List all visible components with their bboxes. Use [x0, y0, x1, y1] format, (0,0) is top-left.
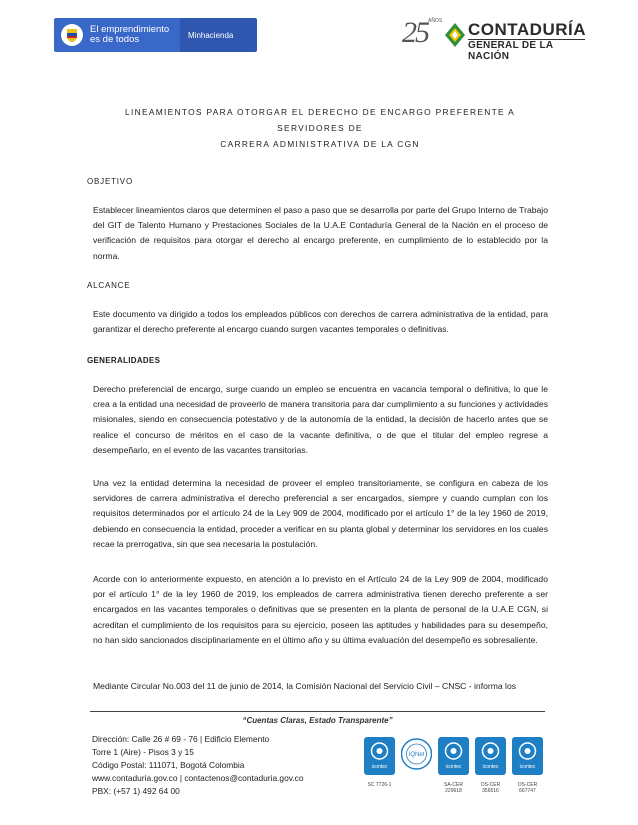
cert-label: icontec	[482, 764, 499, 770]
cgn-logo	[402, 14, 587, 64]
cgn-title: CONTADURÍA	[468, 20, 587, 39]
certification-badge	[364, 737, 395, 788]
certification-badge	[512, 737, 543, 794]
certification-badge	[438, 737, 469, 794]
certification-badge	[401, 737, 432, 782]
icontec-badge-icon	[364, 737, 395, 775]
cert-label: icontec	[371, 764, 388, 770]
title-line-1: LINEAMIENTOS PARA OTORGAR EL DERECHO DE ENCARGO PREFERENTE A SERVIDORES DE	[125, 107, 515, 133]
objetivo-paragraph: Establecer lineamientos claros que determinen el paso a paso que se desarrolla por parte del Grupo Interno de Trabajo del GIT de Talento Humano y Prestaciones Sociales de la U.A.E Contaduría General de la Nación en el proceso de verificación de requisitos para otorgar el derecho al encargo preferente, en cumplimiento de lo establecido por la norma.	[93, 205, 548, 261]
cgn-emblem-icon	[444, 22, 466, 48]
generalidades-heading: GENERALIDADES	[87, 356, 161, 365]
certification-badge	[475, 737, 506, 794]
title-line-2: CARRERA ADMINISTRATIVA DE LA CGN	[220, 139, 420, 149]
document-title	[95, 104, 545, 152]
footer-postal: Código Postal: 111071, Bogotá Colombia	[92, 760, 245, 770]
cert-label: icontec	[519, 764, 536, 770]
icontec-badge-icon	[512, 737, 543, 775]
icontec-badge-icon	[438, 737, 469, 775]
anniversary-caption: AÑOS	[428, 18, 443, 24]
gov-brand-text: El emprendimiento es de todos	[90, 24, 170, 45]
certifications	[364, 737, 544, 797]
generalidades-paragraph-4: Mediante Circular No.003 del 11 de junio de 2014, la Comisión Nacional del Servicio Civil – CNSC - informa los	[93, 681, 517, 691]
iqnet-badge-icon	[401, 737, 432, 775]
anniversary-number: 25	[402, 16, 428, 49]
generalidades-paragraph-1: Derecho preferencial de encargo, surge cuando un empleo se encuentra en vacancia temporal o definitiva, lo que le crea a la entidad una necesidad de proveerlo de manera transitoria para dar cumplimiento a su funciones y actividades misionales, siendo en consecuencia potestativo y de la autonomía de la entidad, la decisión de hacerlo antes que se realice el concurso de méritos en el caso de la vacante definitiva, o de que el titular del empleo regrese a desempeñarlo, en el evento de las vacantes transitorias.	[93, 384, 548, 455]
footer-tower: Torre 1 (Aire) - Pisos 3 y 15	[92, 747, 194, 757]
footer-divider	[90, 711, 545, 712]
cert-code: OS-CER 667747	[517, 782, 538, 794]
cert-label: icontec	[445, 764, 462, 770]
footer-contact: www.contaduria.gov.co | contactenos@contaduria.gov.co	[92, 773, 304, 783]
cert-code: OS-CER 356516	[480, 782, 501, 794]
generalidades-paragraph-3: Acorde con lo anteriormente expuesto, en atención a lo previsto en el Artículo 24 de la Ley 909 de 2004, modificado por el artículo 1° de la ley 1960 de 2019, los empleados de carrera administrativa tienen derecho preferente a ser encargados en las vacantes temporales o definitivas que se presenten en la planta de personal de la U.A.E CGN, si acreditan el cumplimiento de los requisitos para su ejercicio, poseen las aptitudes y habilidades para su desempeño, no han sido sancionados disciplinariamente en el último año y su última evaluación del desempeño es sobresaliente.	[93, 574, 548, 645]
footer-slogan: “Cuentas Claras, Estado Transparente”	[242, 716, 393, 725]
alcance-heading: ALCANCE	[87, 281, 131, 290]
cert-label: IQNet	[408, 752, 425, 758]
cgn-subtitle: GENERAL DE LA NACIÓN	[468, 40, 554, 62]
ministry-label: Minhacienda	[180, 18, 257, 52]
cert-code: SC 7726-1	[367, 782, 392, 788]
objetivo-heading: OBJETIVO	[87, 177, 133, 186]
alcance-paragraph: Este documento va dirigido a todos los empleados públicos con derechos de carrera administrativa de la entidad, para garantizar el derecho preferente al encargo cuando surgen vacantes temporales o definitivas.	[93, 309, 548, 335]
government-banner	[54, 18, 257, 52]
icontec-badge-icon	[475, 737, 506, 775]
colombia-coat-of-arms-icon	[60, 23, 84, 47]
cert-code: SA-CER 229618	[444, 782, 463, 794]
footer-address: Dirección: Calle 26 # 69 - 76 | Edificio Elemento	[92, 734, 270, 744]
generalidades-paragraph-2: Una vez la entidad determina la necesidad de proveer el empleo transitoriamente, se configura en cabeza de los servidores de carrera administrativa el derecho preferencial a ser encargados, siempre y cuando cumplan con los requisitos determinados por el artículo 24 de la Ley 909 de 2004, modificado por el artículo 1° de la ley 1960 de 2019, debiendo en consecuencia la entidad, proceder a verificar en su planta global y determinar los servidores en los cuales recae la prerrogativa, sin que sea necesaria la postulación.	[93, 478, 548, 549]
footer-pbx: PBX: (+57 1) 492 64 00	[92, 786, 180, 796]
gov-brand-block	[54, 18, 180, 52]
